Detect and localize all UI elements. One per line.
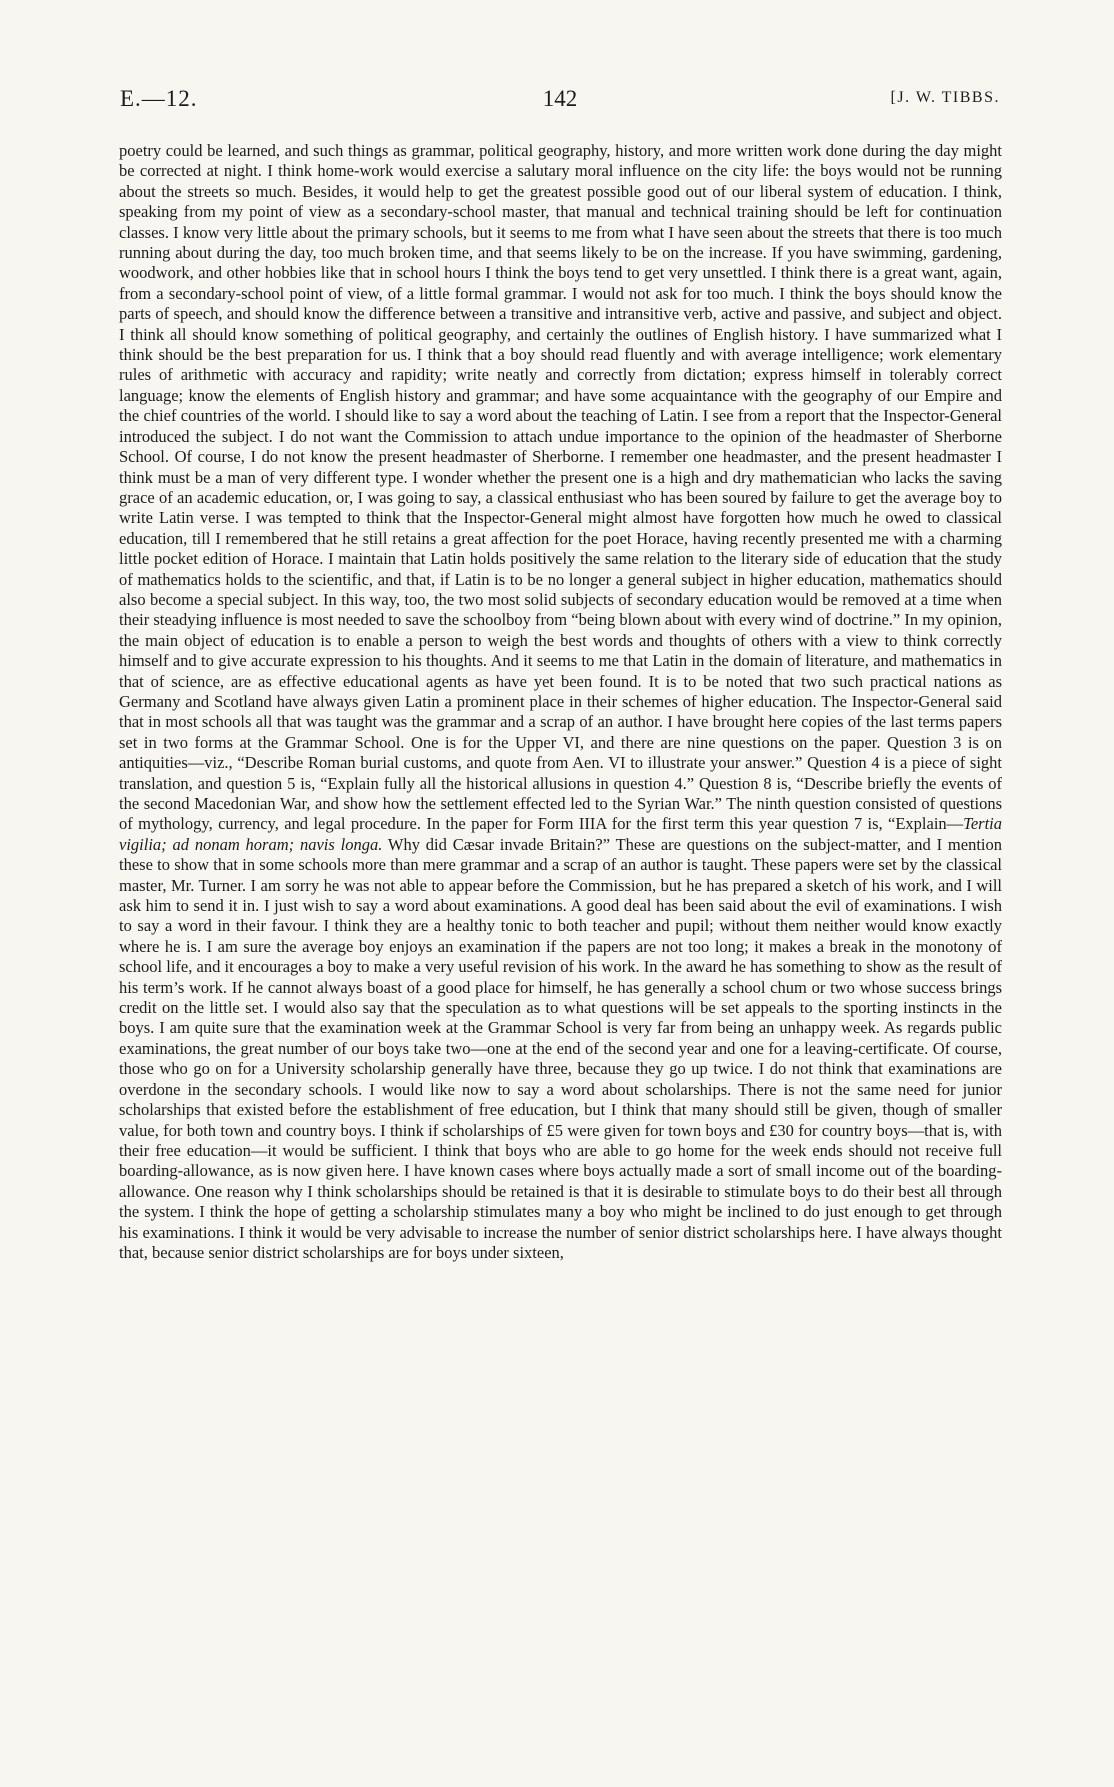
page-number: 142: [542, 86, 578, 111]
witness-name: [J. W. TIBBS.: [890, 89, 1000, 106]
page-header: [120, 86, 1000, 122]
body-paragraph: [119, 141, 1002, 1263]
body-text-part-2: Why did Cæsar invade Britain?” These are questions on the subject-matter, and I mention these to show that in some schools more than mere grammar and a scrap of an author is taught. These papers were set by the classical master, Mr. Turner. I am sorry he was not able to appear before the Commission, but he has prepared a sketch of his work, and I will ask him to send it in. I just wish to say a word about examinations. A good deal has been said about the evil of examinations. I wish to say a word in their favour. I think they are a healthy tonic to both teacher and pupil; without them neither would know exactly where he is. I am sure the average boy enjoys an examination if the papers are not too long; it makes a break in the monotony of school life, and it encourages a boy to make a very useful revision of his work. In the award he has something to show as the result of his term’s work. If he cannot always boast of a good place for himself, he has generally a school chum or two whose success brings credit on the little set. I would also say that the speculation as to what questions will be set appeals to the sporting instincts in the boys. I am quite sure that the examination week at the Grammar School is very far from being an unhappy week. As regards public examinations, the great number of our boys take two—one at the end of the second year and one for a leaving-certificate. Of course, those who go on for a University scholarship generally have three, because they go up twice. I do not think that examinations are overdone in the secondary schools. I would like now to say a word about scholarships. There is not the same need for junior scholarships that existed before the establishment of free education, but I think that many should still be given, though of smaller value, for both town and country boys. I think if scholarships of £5 were given for town boys and £30 for country boys—that is, with their free education—it would be sufficient. I think that boys who are able to go home for the week ends should not receive full boarding-allowance, as is now given here. I have known cases where boys actually made a sort of small income out of the boarding-allowance. One reason why I think scholarships should be retained is that it is desirable to stimulate boys to do their best all through the system. I think the hope of getting a scholarship stimulates many a boy who might be inclined to do just enough to get through his examinations. I think it would be very advisable to increase the number of senior district scholarships here. I have always thought that, because senior district scholarships are for boys under sixteen,: [119, 834, 1002, 1262]
report-code: E.—12.: [120, 86, 198, 111]
latin-phrases: Tertia vigilia; ad nonam horam; navis longa.: [119, 814, 1002, 854]
body-text-part-1: poetry could be learned, and such things as grammar, political geography, history, and more written work done during the day might be corrected at night. I think home-work would exercise a salutary moral influence on the city life: the boys would not be running about the streets so much. Besides, it would help to get the greatest possible good out of our liberal system of education. I think, speaking from my point of view as a secondary-school master, that manual and technical training should be left for continuation classes. I know very little about the primary schools, but it seems to me from what I have seen about the streets that there is too much running about during the day, too much broken time, and that seems likely to be on the increase. If you have swimming, gardening, woodwork, and other hobbies like that in school hours I think the boys tend to get very unsettled. I think there is a great want, again, from a secondary-school point of view, of a little formal grammar. I would not ask for too much. I think the boys should know the parts of speech, and should know the difference between a transitive and intransitive verb, active and passive, and subject and object. I think all should know something of political geography, and certainly the outlines of English history. I have summarized what I think should be the best preparation for us. I think that a boy should read fluently and with average intelligence; work elementary rules of arithmetic with accuracy and rapidity; write neatly and correctly from dictation; express himself in tolerably correct language; know the elements of English history and grammar; and have some acquaintance with the geography of our Empire and the chief countries of the world. I should like to say a word about the teaching of Latin. I see from a report that the Inspector-General introduced the subject. I do not want the Commission to attach undue importance to the opinion of the headmaster of Sherborne School. Of course, I do not know the present headmaster of Sherborne. I remember one headmaster, and the present headmaster I think must be a man of very different type. I wonder whether the present one is a high and dry mathematician who lacks the saving grace of an academic education, or, I was going to say, a classical enthusiast who has been soured by failure to get the average boy to write Latin verse. I was tempted to think that the Inspector-General might almost have forgotten how much he owed to classical education, till I remembered that he still retains a great affection for the poet Horace, having recently presented me with a charming little pocket edition of Horace. I maintain that Latin holds positively the same relation to the literary side of education that the study of mathematics holds to the scientific, and that, if Latin is to be no longer a general subject in higher education, mathematics should also become a special subject. In this way, too, the two most solid subjects of secondary education would be removed at a time when their steadying influence is most needed to save the schoolboy from “being blown about with every wind of doctrine.” In my opinion, the main object of education is to enable a person to weigh the best words and thoughts of others with a view to think correctly himself and to give accurate expression to his thoughts. And it seems to me that Latin in the domain of literature, and mathematics in that of science, are as effective educational agents as have yet been found. It is to be noted that two such practical nations as Germany and Scotland have always given Latin a prominent place in their schemes of higher education. The Inspector-General said that in most schools all that was taught was the grammar and a scrap of an author. I have brought here copies of the last terms papers set in two forms at the Grammar School. One is for the Upper VI, and there are nine questions on the paper. Question 3 is on antiquities—viz., “Describe Roman burial customs, and quote from Aen. VI to illustrate your answer.” Question 4 is a piece of sight translation, and question 5 is, “Explain fully all the historical allusions in question 4.” Question 8 is, “Describe briefly the events of the second Macedonian War, and show how the settlement effected led to the Syrian War.” The ninth question consisted of questions of mythology, currency, and legal procedure. In the paper for Form IIIA for the first term this year question 7 is, “Explain—: [119, 141, 1002, 834]
